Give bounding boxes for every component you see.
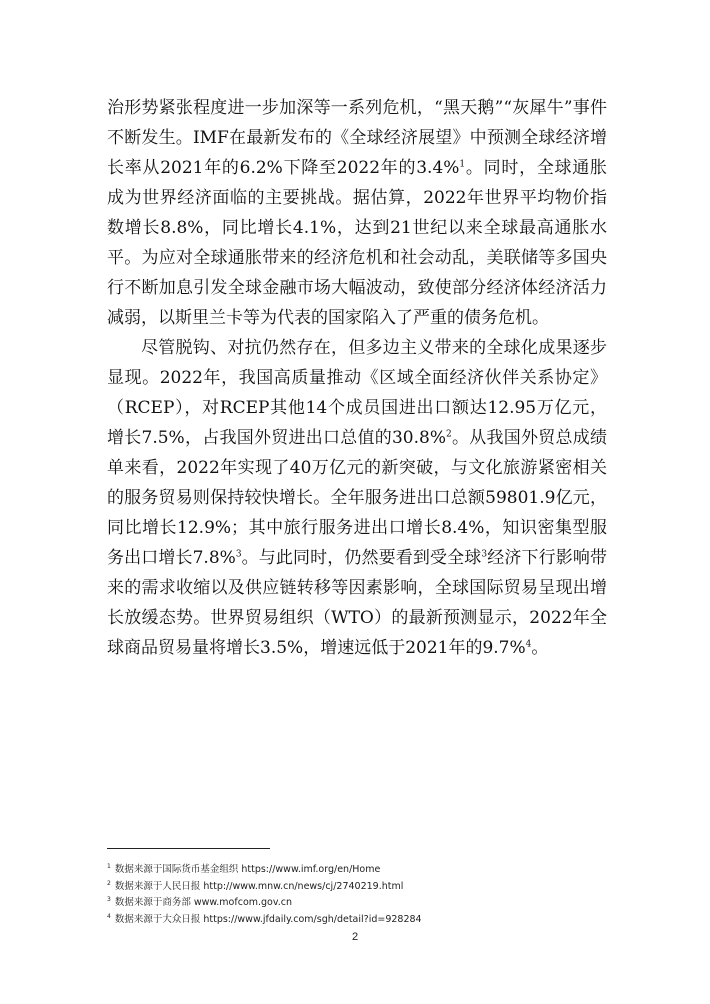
paragraph-1 <box>107 93 607 333</box>
footnote-ref: 4 <box>525 639 532 650</box>
footnote-text: 数据来源于商务部 www.mofcom.gov.cn <box>114 897 293 909</box>
footnote-ref: 2 <box>445 429 452 440</box>
paragraph-text: 。同时，全球通胀成为世界经济面临的主要挑战。据估算，2022年世界平均物价指数增长8.8%，同比增长4.1%，达到21世纪以来全球最高通胀水平。为应对全球通胀带来的经济危机和社会动乱，美联储等多国央行不断加息引发全球金融市场大幅波动，致使部分经济体经济活力减弱，以斯里兰卡等为代表的国家陷入了严重的债务危机。 <box>107 158 608 328</box>
paragraph-text: 经济下行影响带来的需求收缩以及供应链转移等因素影响，全球国际贸易呈现出增长放缓态势。世界贸易组织（WTO）的最新预测显示，2022年全球商品贸易量将增长3.5%，增速远低于2021年的9.7% <box>107 548 608 658</box>
footnote-text: 数据来源于大众日报 https://www.jfdaily.com/sgh/detail?id=928284 <box>114 914 422 926</box>
footnote-mark: 4 <box>107 912 111 920</box>
paragraph-text: 治形势紧张程度进一步加深等一系列危机，“黑天鹅”“灰犀牛”事件不断发生。IMF在最新发布的《全球经济展望》中预测全球经济增长率从2021年的6.2%下降至2022年的3.4% <box>107 98 607 178</box>
page-number: 2 <box>351 931 359 943</box>
paragraph-text: 。从我国外贸总成绩单来看，2022年实现了40万亿元的新突破，与文化旅游紧密相关的服务贸易则保持较快增长。全年服务进出口总额59801.9亿元，同比增长12.9%；其中旅行服务进出口增长8.4%，知识密集型服务出口增长7.8% <box>107 428 607 568</box>
footnote-ref: 3 <box>235 549 242 560</box>
footnote-mark: 3 <box>107 896 111 904</box>
footnote-ref: 1 <box>459 159 466 170</box>
body-text <box>107 93 607 663</box>
footnote-item <box>107 860 607 877</box>
footnote-mark: 2 <box>107 879 111 887</box>
footnote-mark: 1 <box>107 863 111 870</box>
footnote-text: 数据来源于人民日报 http://www.mnw.cn/news/cj/2740219.html <box>114 880 404 892</box>
footnote-item <box>107 877 607 894</box>
paragraph-text: 。 <box>531 638 549 658</box>
footnote-ref: 3 <box>481 549 488 560</box>
paragraph-text: 尽管脱钩、对抗仍然存在，但多边主义带来的全球化成果逐步显现。2022年，我国高质量推动《区域全面经济伙伴关系协定》（RCEP），对RCEP其他14个成员国进出口额达12.95万亿元，增长7.5%，占我国外贸进出口总值的30.8% <box>107 338 607 448</box>
footnote-divider <box>107 848 270 849</box>
footnote-text: 数据来源于国际货币基金组织 https://www.imf.org/en/Home <box>114 864 381 876</box>
paragraph-text: 。与此同时，仍然要看到受全球 <box>241 548 482 568</box>
paragraph-2 <box>107 333 607 663</box>
footnotes <box>107 860 607 927</box>
footnote-item <box>107 910 607 927</box>
footnote-item <box>107 893 607 910</box>
